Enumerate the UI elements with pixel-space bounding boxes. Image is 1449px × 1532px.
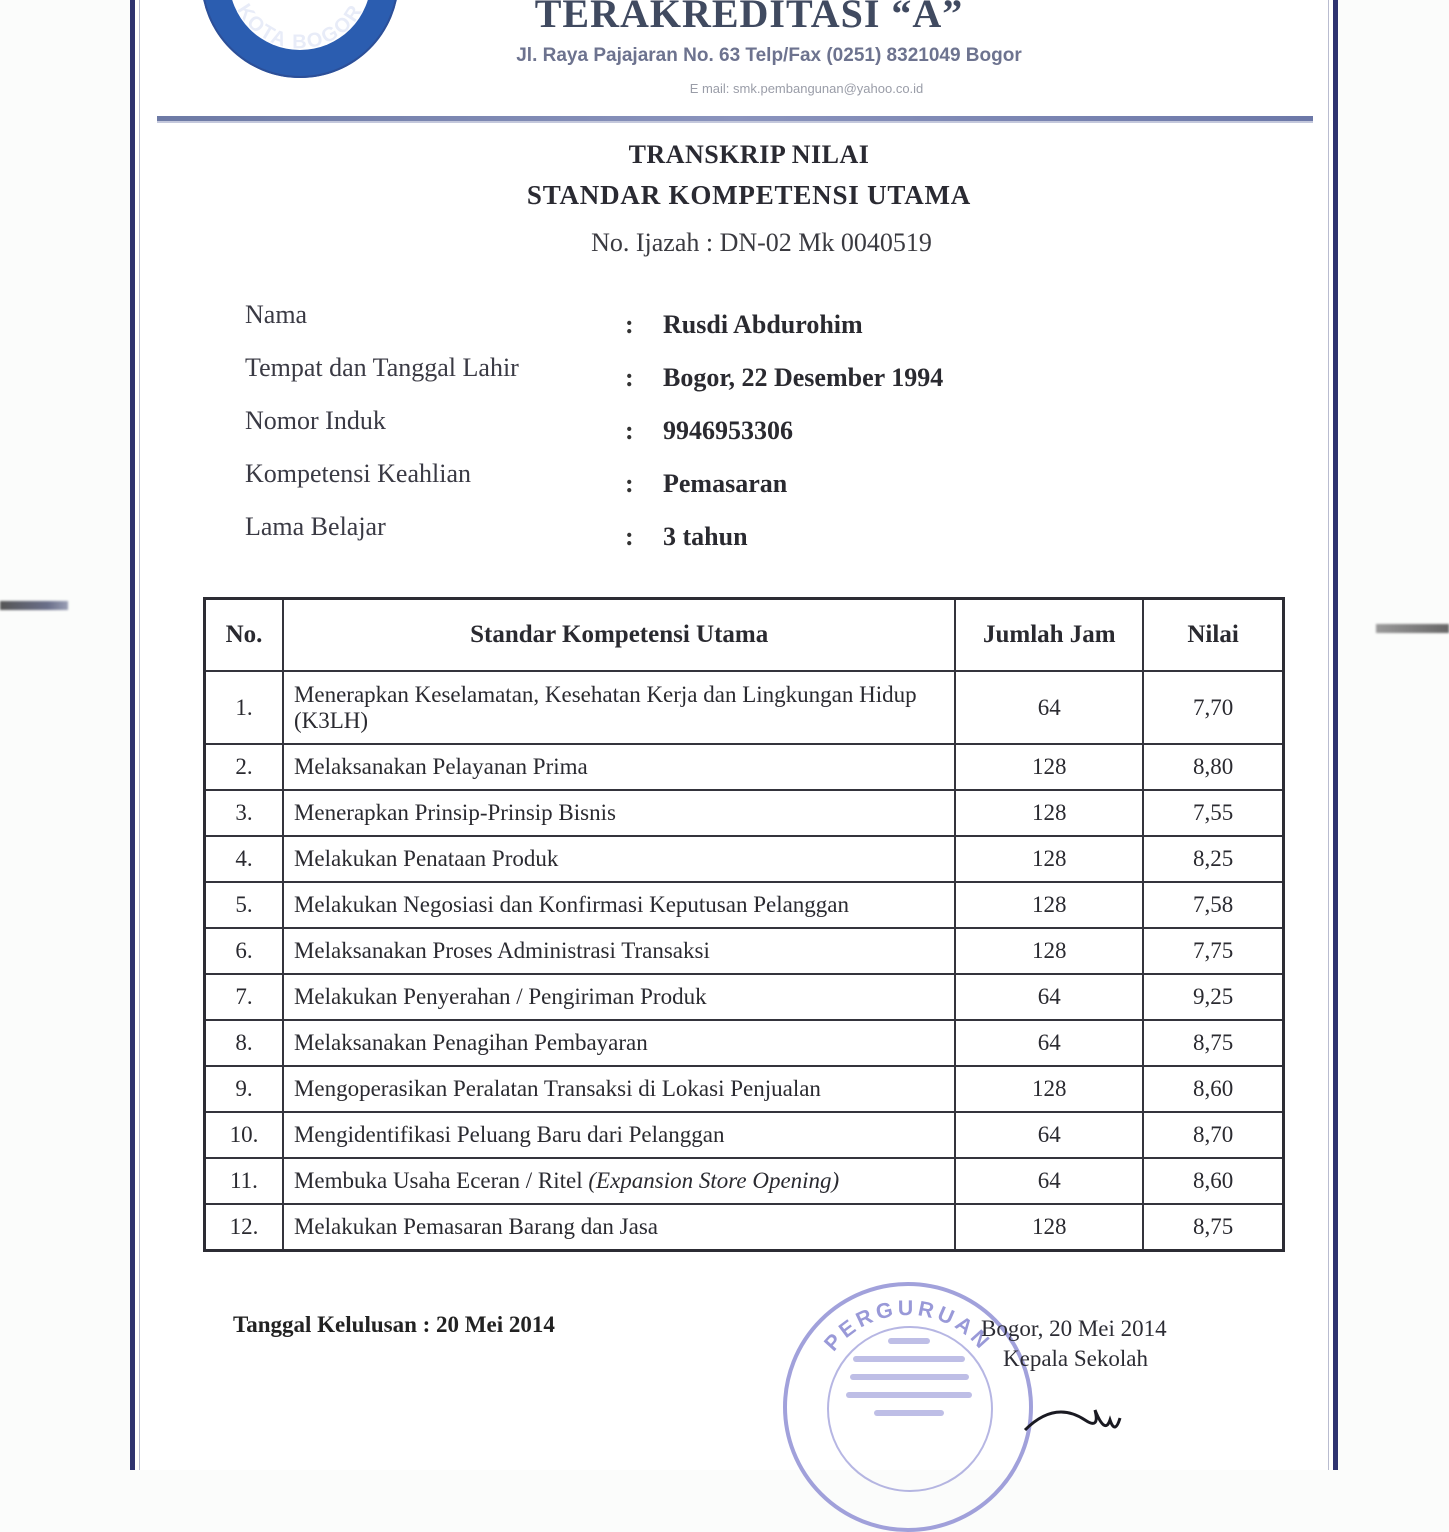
header-hours: Jumlah Jam <box>955 599 1143 672</box>
table-row <box>205 671 1284 744</box>
document-subtitle: STANDAR KOMPETENSI UTAMA <box>526 180 972 210</box>
cell-hours-text: 64 <box>1037 694 1061 720</box>
cell-hours-text: 64 <box>1037 1168 1061 1193</box>
cell-hours <box>955 836 1143 882</box>
cell-hours <box>955 671 1143 744</box>
cell-grade <box>1143 790 1283 836</box>
school-email: E mail: smk.pembangunan@yahoo.co.id <box>689 81 924 96</box>
grades-table <box>203 597 1285 1252</box>
identity-value: 9946953306 <box>663 416 793 445</box>
cell-grade-text: 7,55 <box>1192 800 1234 825</box>
cell-no-text: 5. <box>235 892 253 917</box>
identity-row-birth <box>245 353 1045 406</box>
school-address: Jl. Raya Pajajaran No. 63 Telp/Fax (0251) 8321049 Bogor <box>516 45 1022 66</box>
cell-hours <box>955 1020 1143 1066</box>
header-divider <box>157 116 1313 123</box>
cell-no-text: 2. <box>235 754 253 779</box>
cell-competency-text: Menerapkan Keselamatan, Kesehatan Kerja dan Lingkungan Hidup (K3LH) <box>293 681 917 733</box>
table-row <box>205 882 1284 928</box>
cell-no-text: 8. <box>235 1030 253 1055</box>
cell-competency <box>283 974 956 1020</box>
scan-edge-mark-right <box>1376 624 1449 633</box>
cell-competency <box>283 928 956 974</box>
identity-row-name <box>245 300 1045 353</box>
identity-colon: : <box>625 416 634 445</box>
cell-grade <box>1143 744 1283 790</box>
cell-grade-text: 8,70 <box>1192 1122 1234 1147</box>
cell-no-text: 11. <box>230 1168 258 1193</box>
signature-place-date: Bogor, 20 Mei 2014 <box>981 1316 1167 1341</box>
logo-caption: KOTA BOGOR <box>232 0 368 54</box>
cell-competency-text: Melakukan Penyerahan / Pengiriman Produk <box>293 984 707 1009</box>
cell-grade <box>1143 1112 1283 1158</box>
cell-competency-text: Menerapkan Prinsip-Prinsip Bisnis <box>293 800 616 825</box>
cell-hours-text: 128 <box>1032 846 1067 871</box>
cell-no <box>205 836 283 882</box>
cell-grade <box>1143 928 1283 974</box>
cell-no-text: 12. <box>229 1214 259 1239</box>
signatory-role: Kepala Sekolah <box>1003 1346 1148 1371</box>
identity-label: Lama Belajar <box>245 512 386 541</box>
cell-competency <box>283 1066 956 1112</box>
cell-grade <box>1143 671 1283 744</box>
graduation-date: Tanggal Kelulusan : 20 Mei 2014 <box>233 1312 555 1337</box>
cell-hours <box>955 744 1143 790</box>
cell-grade-text: 7,75 <box>1192 938 1234 963</box>
cell-hours-text: 64 <box>1037 1030 1061 1055</box>
table-row <box>205 1204 1284 1251</box>
identity-value: 3 tahun <box>663 522 748 551</box>
cell-no-text: 3. <box>235 800 253 825</box>
cell-competency-text: Mengidentifikasi Peluang Baru dari Pelanggan <box>293 1122 725 1147</box>
cell-grade <box>1143 1020 1283 1066</box>
table-row <box>205 790 1284 836</box>
cell-no-text: 7. <box>235 984 253 1009</box>
table-header-row <box>205 599 1284 672</box>
cell-no <box>205 1204 283 1251</box>
cell-hours-text: 128 <box>1032 892 1067 917</box>
cell-grade <box>1143 882 1283 928</box>
cell-grade <box>1143 1158 1283 1204</box>
cell-no <box>205 1020 283 1066</box>
cell-no <box>205 671 283 744</box>
cell-grade-text: 8,75 <box>1192 1214 1234 1239</box>
cell-no-text: 1. <box>235 694 253 720</box>
cell-no-text: 6. <box>235 938 253 963</box>
identity-label: Nomor Induk <box>245 406 386 435</box>
cell-hours <box>955 974 1143 1020</box>
cell-competency <box>283 836 956 882</box>
cell-no-text: 9. <box>235 1076 253 1101</box>
table-row <box>205 1066 1284 1112</box>
scan-edge-mark-left <box>0 601 68 610</box>
cell-hours-text: 128 <box>1032 800 1067 825</box>
cell-no <box>205 1066 283 1112</box>
cell-competency <box>283 1020 956 1066</box>
ijazah-number: No. Ijazah : DN-02 Mk 0040519 <box>591 228 932 257</box>
student-identity <box>245 300 1045 565</box>
cell-competency <box>283 1112 956 1158</box>
identity-colon: : <box>625 469 634 498</box>
identity-label: Nama <box>245 300 308 329</box>
cell-grade <box>1143 1204 1283 1251</box>
table-row <box>205 928 1284 974</box>
cell-competency-text: Melaksanakan Proses Administrasi Transaksi <box>293 938 710 963</box>
identity-colon: : <box>625 363 634 392</box>
header-no: No. <box>205 599 283 672</box>
cell-competency-text: Melaksanakan Penagihan Pembayaran <box>293 1030 648 1055</box>
cell-no <box>205 974 283 1020</box>
cell-hours-text: 128 <box>1032 754 1067 779</box>
table-row <box>205 1112 1284 1158</box>
cell-hours <box>955 1204 1143 1251</box>
cell-hours-text: 128 <box>1032 938 1067 963</box>
cell-competency <box>283 671 956 744</box>
cell-competency-italic: (Expansion Store Opening) <box>588 1168 840 1193</box>
cell-hours-text: 128 <box>1032 1076 1067 1101</box>
cell-grade-text: 8,75 <box>1192 1030 1234 1055</box>
identity-row-competency <box>245 459 1045 512</box>
cell-no <box>205 790 283 836</box>
cell-hours-text: 64 <box>1037 984 1061 1009</box>
identity-value: Pemasaran <box>663 469 788 498</box>
cell-grade <box>1143 974 1283 1020</box>
cell-competency-text: Melakukan Pemasaran Barang dan Jasa <box>293 1214 658 1239</box>
header-grade: Nilai <box>1143 599 1283 672</box>
stamp-text-lines <box>839 1326 979 1428</box>
cell-no <box>205 1112 283 1158</box>
identity-value: Rusdi Abdurohim <box>663 310 863 339</box>
identity-label: Tempat dan Tanggal Lahir <box>245 353 519 382</box>
identity-colon: : <box>625 310 634 339</box>
cell-grade-text: 7,58 <box>1192 892 1234 917</box>
transcript-page <box>130 0 1338 1470</box>
identity-row-student-number <box>245 406 1045 459</box>
cell-competency <box>283 882 956 928</box>
cell-no <box>205 882 283 928</box>
signature-mark <box>1015 1390 1135 1450</box>
cell-grade-text: 7,70 <box>1192 694 1234 720</box>
cell-grade-text: 8,80 <box>1192 754 1234 779</box>
cell-grade <box>1143 1066 1283 1112</box>
accreditation-heading: TERAKREDITASI “A” <box>534 0 964 36</box>
cell-hours-text: 64 <box>1037 1122 1061 1147</box>
cell-grade <box>1143 836 1283 882</box>
identity-row-study-length <box>245 512 1045 565</box>
cell-no <box>205 744 283 790</box>
cell-grade-text: 8,25 <box>1192 846 1234 871</box>
table-row <box>205 1158 1284 1204</box>
cell-competency <box>283 1204 956 1251</box>
cell-competency-text: Mengoperasikan Peralatan Transaksi di Lokasi Penjualan <box>293 1076 821 1101</box>
document-title: TRANSKRIP NILAI <box>628 140 870 169</box>
cell-competency <box>283 1158 956 1204</box>
cell-grade-text: 8,60 <box>1192 1168 1234 1193</box>
cell-no <box>205 1158 283 1204</box>
table-row <box>205 836 1284 882</box>
cell-no-text: 10. <box>229 1122 259 1147</box>
cell-no <box>205 928 283 974</box>
cell-competency-text: Melaksanakan Pelayanan Prima <box>293 754 588 779</box>
cell-grade-text: 9,25 <box>1192 984 1234 1009</box>
cell-competency-text: Melakukan Penataan Produk <box>293 846 559 871</box>
cell-hours <box>955 790 1143 836</box>
cell-no-text: 4. <box>235 846 253 871</box>
cell-hours <box>955 1112 1143 1158</box>
cell-competency <box>283 744 956 790</box>
table-row <box>205 1020 1284 1066</box>
cell-competency <box>283 790 956 836</box>
table-body <box>205 671 1284 1251</box>
header-competency: Standar Kompetensi Utama <box>283 599 956 672</box>
cell-hours <box>955 882 1143 928</box>
cell-hours <box>955 1158 1143 1204</box>
cell-grade-text: 8,60 <box>1192 1076 1234 1101</box>
cell-hours <box>955 1066 1143 1112</box>
identity-value: Bogor, 22 Desember 1994 <box>663 363 944 392</box>
table-row <box>205 744 1284 790</box>
identity-colon: : <box>625 522 634 551</box>
stamp-caption: PERGURUAN <box>819 1295 997 1356</box>
cell-hours <box>955 928 1143 974</box>
identity-label: Kompetensi Keahlian <box>245 459 471 488</box>
cell-competency-text: Membuka Usaha Eceran / Ritel <box>293 1168 589 1193</box>
table-row <box>205 974 1284 1020</box>
cell-competency-text: Melakukan Negosiasi dan Konfirmasi Keputusan Pelanggan <box>293 892 850 917</box>
cell-hours-text: 128 <box>1032 1214 1067 1239</box>
